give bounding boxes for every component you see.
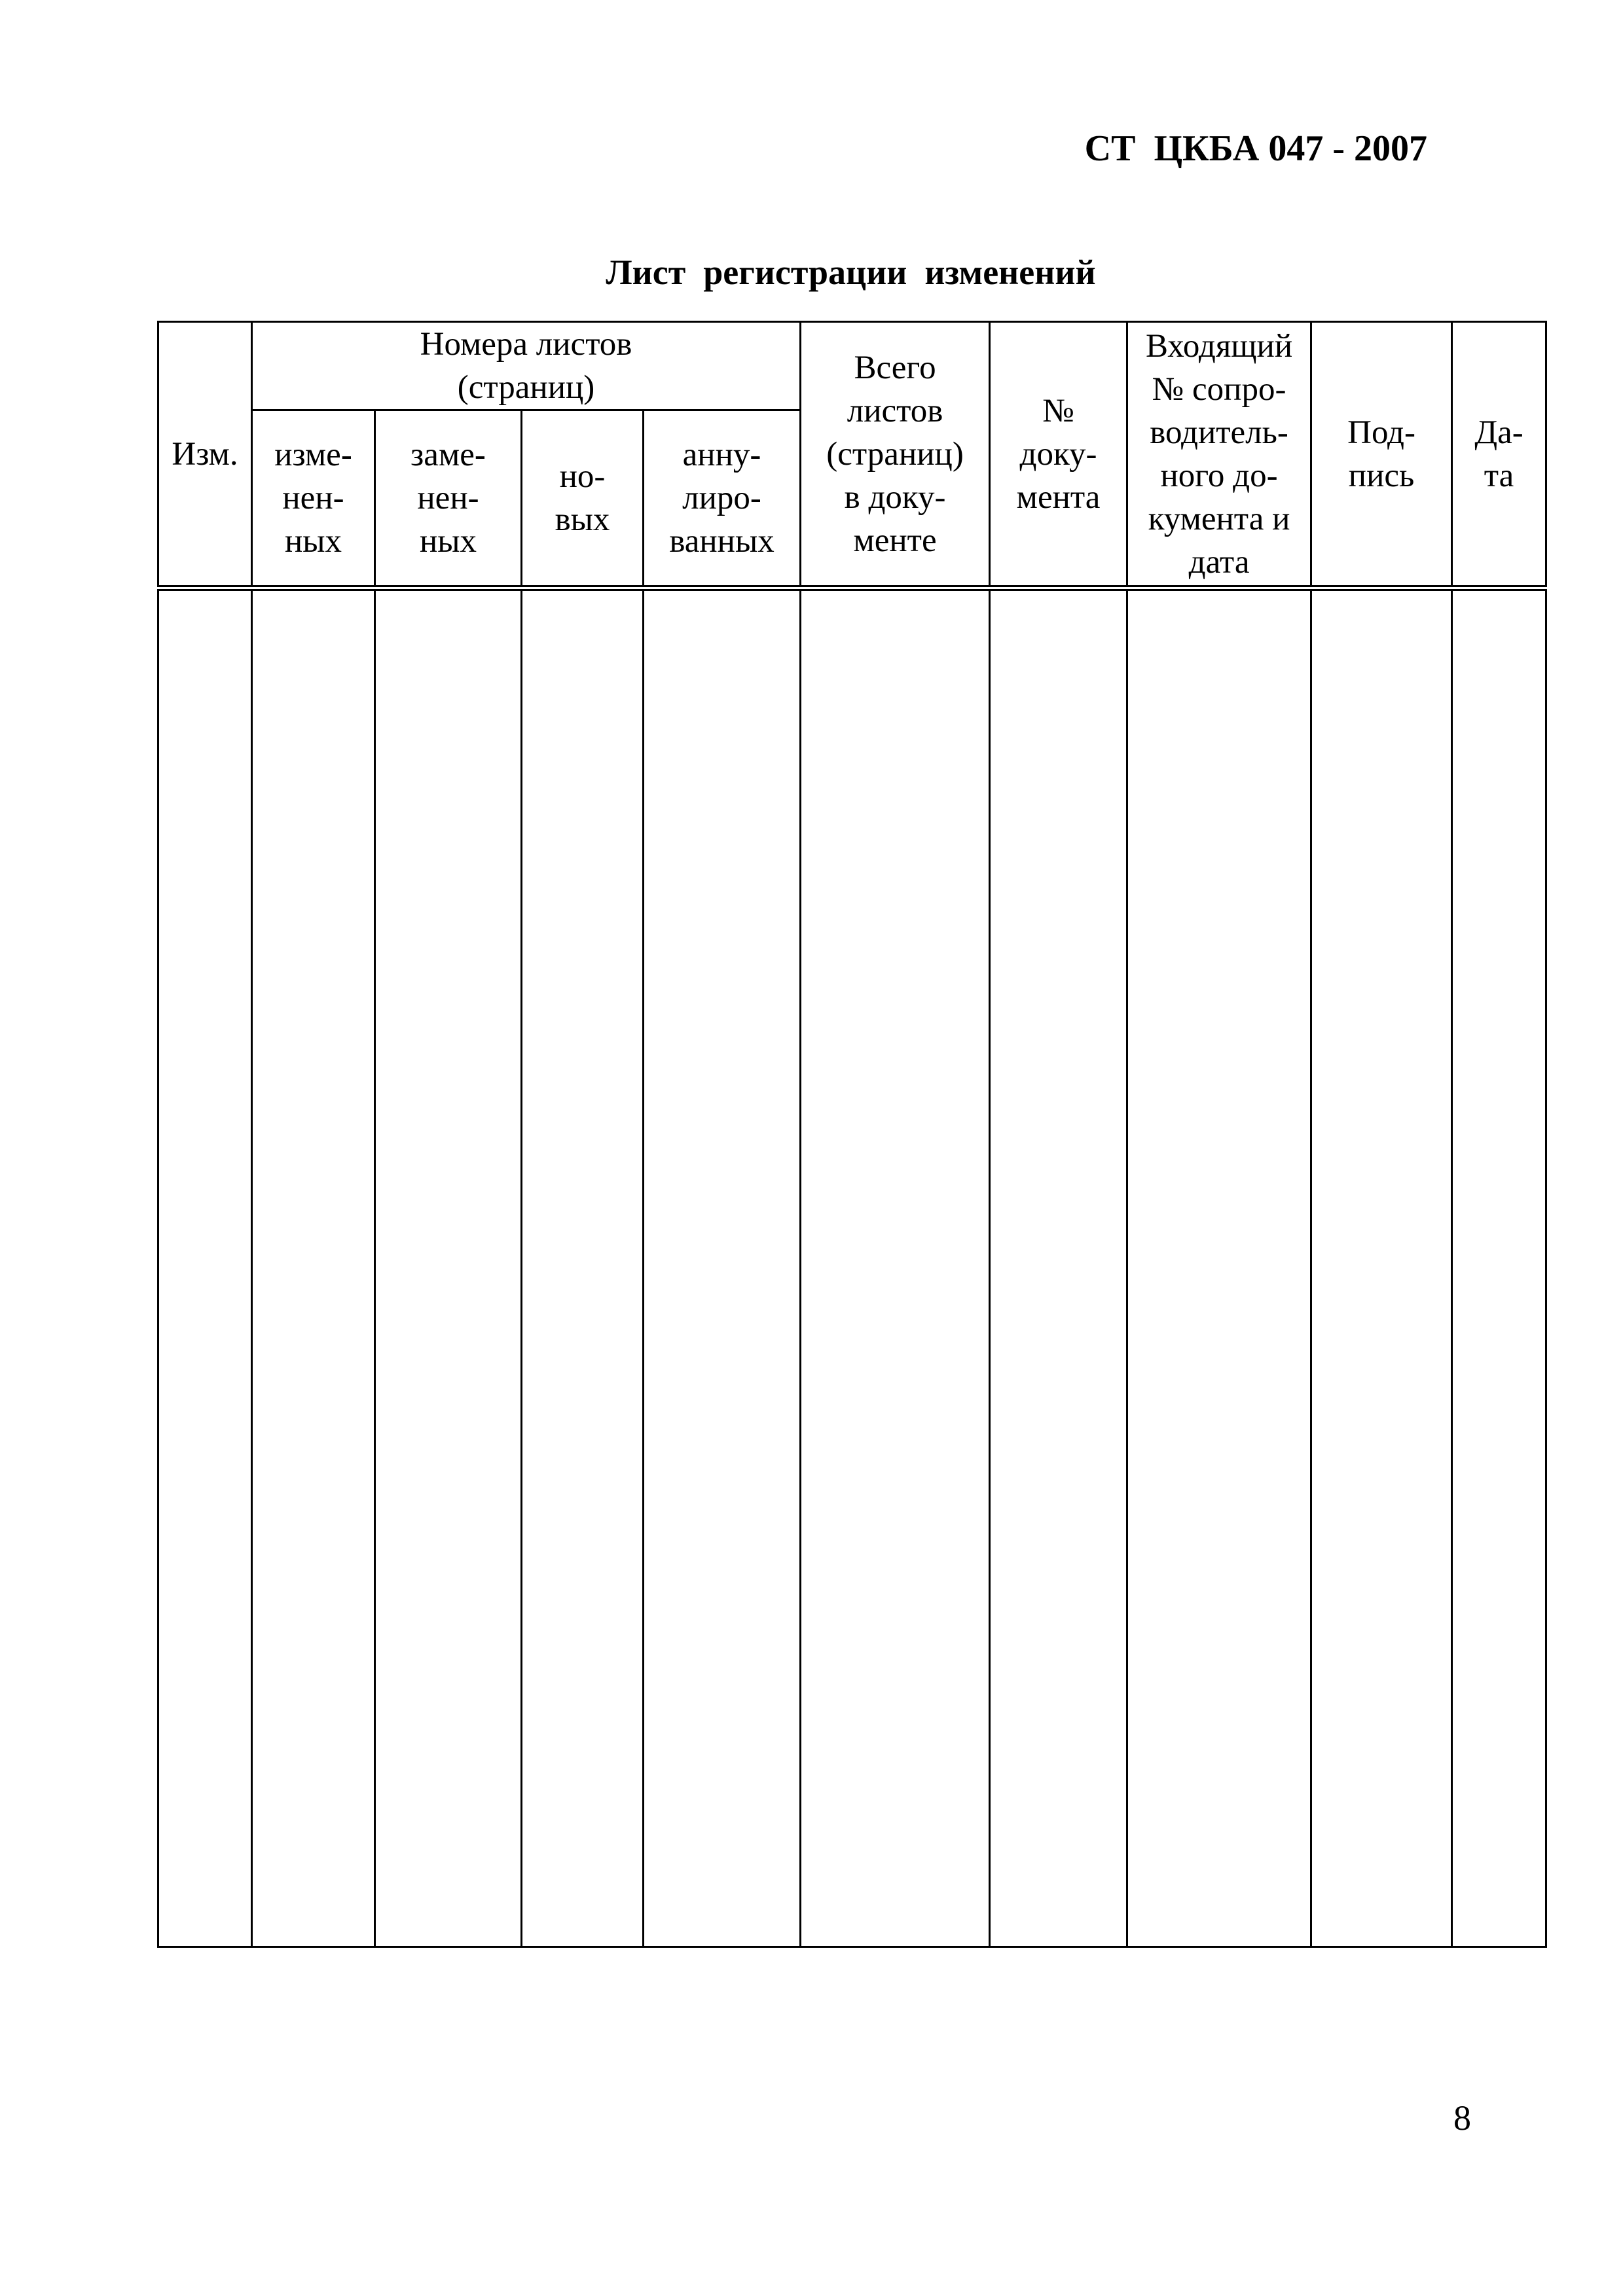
cell-total-sheets: [801, 588, 990, 1947]
cell-annulled: [644, 588, 801, 1947]
header-date: [1452, 322, 1546, 588]
header-signature-label: Под- пись: [1347, 414, 1415, 494]
cell-changed: [252, 588, 375, 1947]
cell-date: [1452, 588, 1546, 1947]
cell-signature: [1311, 588, 1452, 1947]
header-total-sheets-label: Всего листов (страниц) в доку- менте: [826, 349, 964, 559]
header-new: [522, 410, 644, 588]
header-document-number: [990, 322, 1127, 588]
header-sheet-numbers-group: [252, 322, 801, 410]
cell-change-number: [158, 588, 252, 1947]
change-registration-table: [157, 321, 1547, 1948]
header-document-number-label: № доку- мента: [1016, 392, 1101, 516]
header-changed: [252, 410, 375, 588]
header-annulled: [644, 410, 801, 588]
header-changed-label: изме- нен- ных: [274, 437, 352, 560]
cell-new: [522, 588, 644, 1947]
header-total-sheets: [801, 322, 990, 588]
header-annulled-label: анну- лиро- ванных: [669, 437, 775, 560]
cell-incoming-document: [1127, 588, 1311, 1947]
header-row-1: [158, 322, 1546, 410]
cell-replaced: [375, 588, 522, 1947]
header-change-number-label: Изм.: [172, 435, 238, 473]
header-change-number: [158, 322, 252, 588]
document-code: СТ ЦКБА 047 - 2007: [1084, 128, 1427, 169]
cell-document-number: [990, 588, 1127, 1947]
header-date-label: Да- та: [1474, 414, 1523, 494]
header-incoming-document: [1127, 322, 1311, 588]
header-incoming-document-label: Входящий № сопро- водитель- ного до- кумента и дата: [1145, 327, 1293, 581]
header-signature: [1311, 322, 1452, 588]
header-replaced: [375, 410, 522, 588]
header-replaced-label: заме- нен- ных: [410, 437, 486, 560]
header-new-label: но- вых: [555, 458, 610, 538]
sheet-title: Лист регистрации изменений: [606, 253, 1096, 292]
header-sheet-numbers-label: Номера листов (страниц): [420, 326, 632, 406]
page-number: 8: [1453, 2098, 1471, 2138]
table-row: [158, 588, 1546, 1947]
